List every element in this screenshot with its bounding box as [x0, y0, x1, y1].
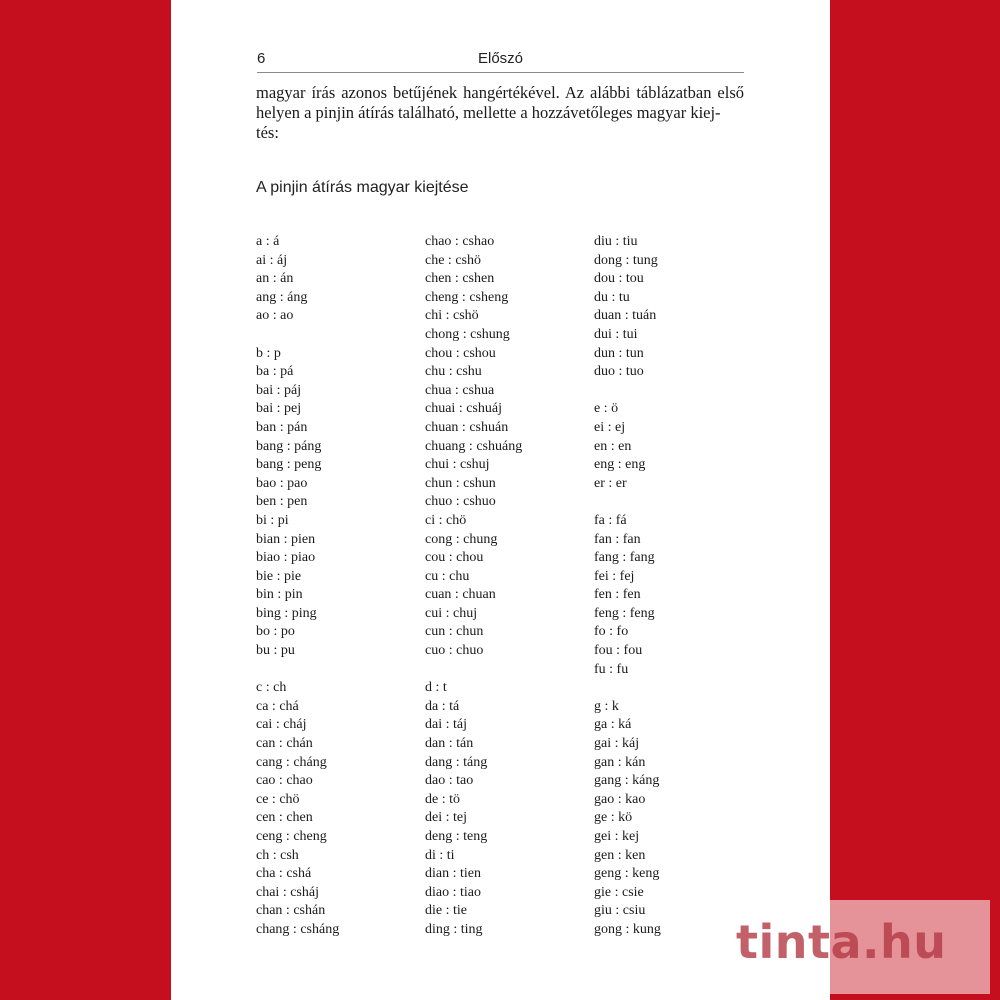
transcription-entry: bai : páj	[256, 382, 302, 398]
transcription-entry: cha : cshá	[256, 866, 312, 882]
transcription-entry: cun : chun	[425, 624, 484, 640]
transcription-entry: chi : cshö	[425, 308, 479, 324]
transcription-entry: a : á	[256, 234, 280, 249]
transcription-entry: chuo : cshuo	[425, 494, 496, 510]
transcription-entry: ge : kö	[594, 810, 633, 826]
transcription-entry: ai : áj	[256, 252, 288, 268]
book-page	[171, 0, 830, 1000]
transcription-entry: bang : peng	[256, 457, 322, 473]
transcription-entry: bi : pi	[256, 512, 289, 528]
transcription-entry: chou : cshou	[425, 345, 496, 361]
transcription-entry: bao : pao	[256, 475, 308, 491]
transcription-entry: ao : ao	[256, 308, 294, 324]
transcription-entry: chong : cshung	[425, 326, 510, 342]
transcription-entry: dian : tien	[425, 866, 481, 882]
transcription-entry: giu : csiu	[594, 903, 646, 919]
transcription-entry: bo : po	[256, 624, 295, 640]
transcription-entry: gang : káng	[594, 773, 660, 789]
transcription-entry: g : k	[594, 698, 619, 714]
transcription-entry: er : er	[594, 475, 627, 491]
transcription-entry: biao : piao	[256, 550, 316, 566]
spacer-row	[594, 679, 661, 698]
transcription-entry: cu : chu	[425, 568, 470, 584]
transcription-entry: dei : tej	[425, 810, 467, 826]
transcription-entry: fa : fá	[594, 512, 627, 528]
transcription-entry: cong : chung	[425, 531, 498, 547]
transcription-entry: an : án	[256, 271, 294, 287]
transcription-entry: geng : keng	[594, 866, 660, 882]
transcription-entry: chai : csháj	[256, 884, 319, 900]
transcription-entry: eng : eng	[594, 457, 646, 473]
spacer-row	[594, 382, 661, 401]
transcription-entry: chuang : cshuáng	[425, 438, 523, 454]
transcription-entry: gei : kej	[594, 829, 640, 844]
transcription-entry: cen : chen	[256, 810, 313, 826]
transcription-entry: en : en	[594, 438, 632, 454]
transcription-entry: chang : csháng	[256, 921, 340, 937]
transcription-entry: ang : áng	[256, 289, 308, 305]
transcription-entry: chan : cshán	[256, 903, 326, 919]
transcription-entry: chu : cshu	[425, 364, 482, 380]
intro-line: tés:	[256, 123, 279, 142]
transcription-entry: b : p	[256, 345, 281, 361]
transcription-entry: bang : páng	[256, 438, 322, 454]
transcription-entry: chuan : cshuán	[425, 419, 509, 435]
transcription-entry: che : cshö	[425, 252, 481, 268]
page-header	[257, 48, 744, 73]
transcription-entry: duo : tuo	[594, 364, 644, 380]
transcription-entry: e : ö	[594, 401, 619, 417]
transcription-entry: gao : kao	[594, 791, 646, 807]
transcription-entry: bing : ping	[256, 605, 317, 621]
spacer-row	[594, 493, 661, 512]
transcription-entry: gong : kung	[594, 921, 661, 937]
transcription-entry: gie : csie	[594, 884, 644, 900]
intro-paragraph	[256, 83, 744, 143]
transcription-entry: fei : fej	[594, 568, 635, 584]
transcription-entry: deng : teng	[425, 829, 488, 844]
transcription-entry: ga : ká	[594, 717, 632, 733]
transcription-entry: bie : pie	[256, 568, 302, 584]
transcription-entry: fu : fu	[594, 661, 629, 677]
transcription-entry: chun : cshun	[425, 475, 496, 491]
transcription-entry: dao : tao	[425, 773, 474, 789]
transcription-entry: feng : feng	[594, 605, 655, 621]
transcription-entry: fou : fou	[594, 643, 643, 659]
spacer-row	[256, 326, 339, 345]
transcription-entry: chua : cshua	[425, 382, 495, 398]
transcription-entry: chen : cshen	[425, 271, 495, 287]
transcription-entry: ben : pen	[256, 494, 308, 510]
transcription-entry: ceng : cheng	[256, 829, 327, 844]
transcription-entry: ce : chö	[256, 791, 300, 807]
pinyin-column-3	[594, 233, 661, 940]
transcription-entry: fen : fen	[594, 587, 641, 603]
pinyin-column-1	[256, 233, 339, 940]
transcription-entry: dui : tui	[594, 326, 638, 342]
transcription-entry: fan : fan	[594, 531, 641, 547]
transcription-entry: bian : pien	[256, 531, 316, 547]
transcription-entry: cheng : csheng	[425, 289, 509, 305]
transcription-entry: ding : ting	[425, 921, 483, 937]
transcription-entry: fo : fo	[594, 624, 629, 640]
transcription-entry: dun : tun	[594, 345, 644, 361]
transcription-entry: dan : tán	[425, 736, 474, 752]
transcription-entry: bu : pu	[256, 643, 295, 659]
transcription-entry: di : ti	[425, 847, 455, 863]
transcription-entry: gen : ken	[594, 847, 646, 863]
transcription-entry: dai : táj	[425, 717, 467, 733]
transcription-entry: ba : pá	[256, 364, 294, 380]
transcription-entry: dou : tou	[594, 271, 644, 287]
section-title: A pinjin átírás magyar kiejtése	[256, 179, 469, 196]
transcription-entry: diu : tiu	[594, 234, 638, 249]
transcription-entry: diao : tiao	[425, 884, 481, 900]
transcription-entry: chao : cshao	[425, 234, 495, 249]
transcription-entry: ban : pán	[256, 419, 308, 435]
transcription-entry: du : tu	[594, 289, 630, 305]
intro-line: magyar írás azonos betűjének hangértékével. Az alábbi táblázatban első helyen a pinjin átírás található, mellette a hozzávetőleges magyar kiej-	[256, 83, 744, 122]
transcription-entry: ca : chá	[256, 698, 299, 714]
transcription-entry: ei : ej	[594, 419, 626, 435]
transcription-entry: cuan : chuan	[425, 587, 496, 603]
transcription-entry: cuo : chuo	[425, 643, 484, 659]
spacer-row	[425, 661, 522, 680]
transcription-entry: cui : chuj	[425, 605, 478, 621]
transcription-entry: die : tie	[425, 903, 467, 919]
transcription-entry: c : ch	[256, 680, 287, 696]
watermark-logo: tinta.hu	[736, 915, 947, 969]
transcription-entry: cou : chou	[425, 550, 484, 566]
transcription-entry: bai : pej	[256, 401, 302, 417]
transcription-entry: dang : táng	[425, 754, 488, 770]
transcription-entry: de : tö	[425, 791, 460, 807]
transcription-entry: cao : chao	[256, 773, 313, 789]
transcription-entry: dong : tung	[594, 252, 658, 268]
transcription-entry: ci : chö	[425, 512, 467, 528]
pinyin-column-2	[425, 233, 522, 940]
transcription-entry: d : t	[425, 680, 447, 696]
transcription-entry: gai : káj	[594, 736, 640, 752]
transcription-entry: ch : csh	[256, 847, 299, 863]
transcription-entry: cai : cháj	[256, 717, 307, 733]
spacer-row	[256, 661, 339, 680]
transcription-entry: da : tá	[425, 698, 460, 714]
transcription-entry: can : chán	[256, 736, 313, 752]
transcription-entry: chui : cshuj	[425, 457, 490, 473]
running-title: Előszó	[477, 50, 524, 67]
transcription-entry: bin : pin	[256, 587, 303, 603]
page-number: 6	[257, 50, 266, 67]
transcription-entry: cang : cháng	[256, 754, 327, 770]
transcription-entry: chuai : cshuáj	[425, 401, 502, 417]
transcription-entry: duan : tuán	[594, 308, 657, 324]
transcription-entry: gan : kán	[594, 754, 646, 770]
transcription-entry: fang : fang	[594, 550, 655, 566]
